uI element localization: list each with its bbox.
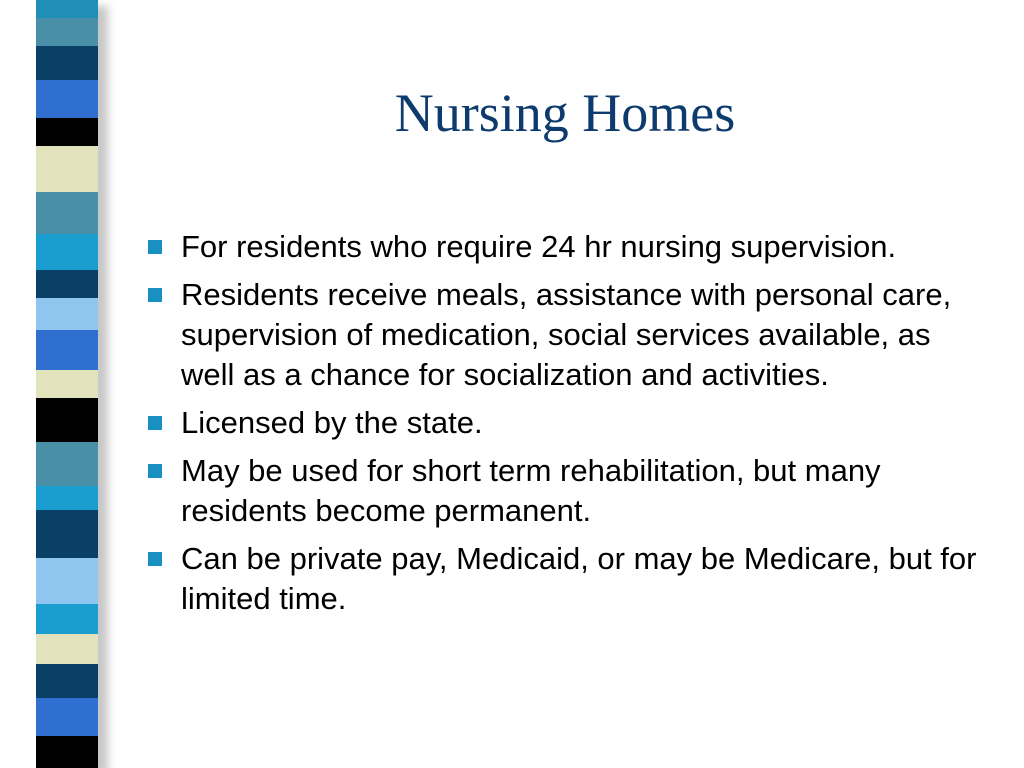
stripe-block: [36, 442, 98, 486]
stripe-block: [36, 80, 98, 118]
stripe-block: [36, 698, 98, 736]
square-bullet-icon: [148, 464, 162, 478]
square-bullet-icon: [148, 416, 162, 430]
stripe-block: [36, 18, 98, 46]
stripe-block: [36, 270, 98, 298]
stripe-block: [36, 370, 98, 398]
bullet-item: [142, 227, 992, 267]
stripe-block: [36, 486, 98, 510]
stripe-block: [36, 0, 98, 18]
bullet-text: For residents who require 24 hr nursing supervision.: [181, 229, 897, 264]
stripe-block: [36, 298, 98, 330]
stripe-block: [36, 736, 98, 768]
stripe-block: [36, 330, 98, 370]
bullet-list: [142, 227, 992, 627]
stripe-block: [36, 192, 98, 234]
stripe-block: [36, 46, 98, 80]
bullet-item: [142, 275, 992, 395]
bullet-text: May be used for short term rehabilitation, but many residents become permanent.: [181, 453, 881, 528]
square-bullet-icon: [148, 552, 162, 566]
bullet-text: Can be private pay, Medicaid, or may be Medicare, but for limited time.: [181, 541, 977, 616]
square-bullet-icon: [148, 240, 162, 254]
stripe-block: [36, 558, 98, 604]
stripe-block: [36, 510, 98, 558]
stripe-block: [36, 398, 98, 442]
stripe-block: [36, 604, 98, 634]
bullet-item: [142, 451, 992, 531]
bullet-text: Residents receive meals, assistance with personal care, supervision of medication, social services available, as well as a chance for socialization and activities.: [181, 277, 952, 392]
stripe-block: [36, 146, 98, 192]
bullet-item: [142, 539, 992, 619]
stripe-block: [36, 118, 98, 146]
stripe-block: [36, 234, 98, 270]
bullet-item: [142, 403, 992, 443]
stripe-block: [36, 634, 98, 664]
square-bullet-icon: [148, 288, 162, 302]
decorative-stripe: [36, 0, 98, 768]
bullet-text: Licensed by the state.: [181, 405, 483, 440]
slide-title: Nursing Homes: [394, 83, 736, 143]
stripe-block: [36, 664, 98, 698]
